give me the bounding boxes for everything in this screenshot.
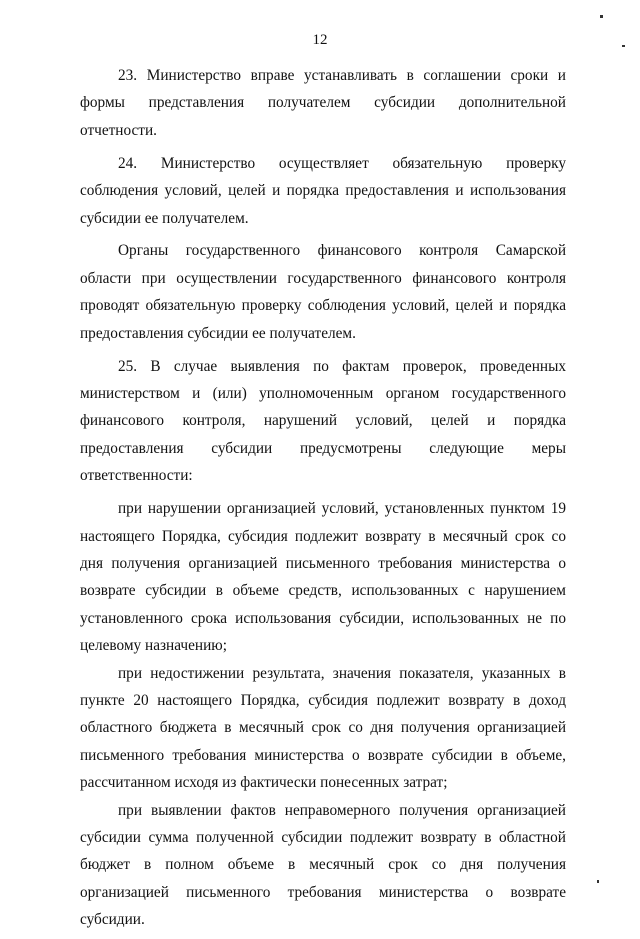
- paragraph-23: 23. Министерство вправе устанавливать в соглашении сроки и формы представления получателем субсидии дополнительной отчетности.: [80, 67, 566, 139]
- paragraph-result-not-achieved: при недостижении результата, значения показателя, указанных в пункте 20 настоящего Порядка, субсидия подлежит возврату в доход областного бюджета в месячный срок со дня получения организацией письменного требования министерства о возврате субсидии в объеме, рассчитанном исходя из фактически понесенных затрат;: [80, 664, 566, 792]
- document-body: [80, 62, 566, 939]
- paragraph-violation-conditions: при нарушении организацией условий, установленных пунктом 19 настоящего Порядка, субсидия подлежит возврату в месячный срок со дня получения организацией письменного требования министерства о возврате субсидии в объеме средств, использованных с нарушением установленного срока использования субсидии, использованных не по целевому назначению;: [80, 500, 566, 655]
- page-number: 12: [312, 32, 328, 48]
- paragraph-24: 24. Министерство осуществляет обязательную проверку соблюдения условий, целей и порядка предоставления и использования субсидии ее получателем.: [80, 154, 566, 227]
- paragraph-control-bodies: Органы государственного финансового контроля Самарской области при осуществлении государственного финансового контроля проводят обязательную проверку соблюдения условий, целей и порядка предоставления субсидии ее получателем.: [80, 242, 566, 342]
- scan-speck-right: [622, 45, 625, 47]
- scan-speck-top-right: [600, 15, 603, 18]
- paragraph-25: 25. В случае выявления по фактам проверок, проведенных министерством и (или) уполномоченным органом государственного финансового контроля, нарушений условий, целей и порядка предоставления субсидии предусмотрены следующие меры ответственности:: [80, 357, 566, 485]
- paragraph-unlawful-receipt: при выявлении фактов неправомерного получения организацией субсидии сумма полученной субсидии подлежит возврату в областной бюджет в полном объеме в месячный срок со дня получения организацией письменного требования министерства о возврате субсидии.: [80, 801, 566, 929]
- scan-speck-bottom-right: [597, 880, 599, 883]
